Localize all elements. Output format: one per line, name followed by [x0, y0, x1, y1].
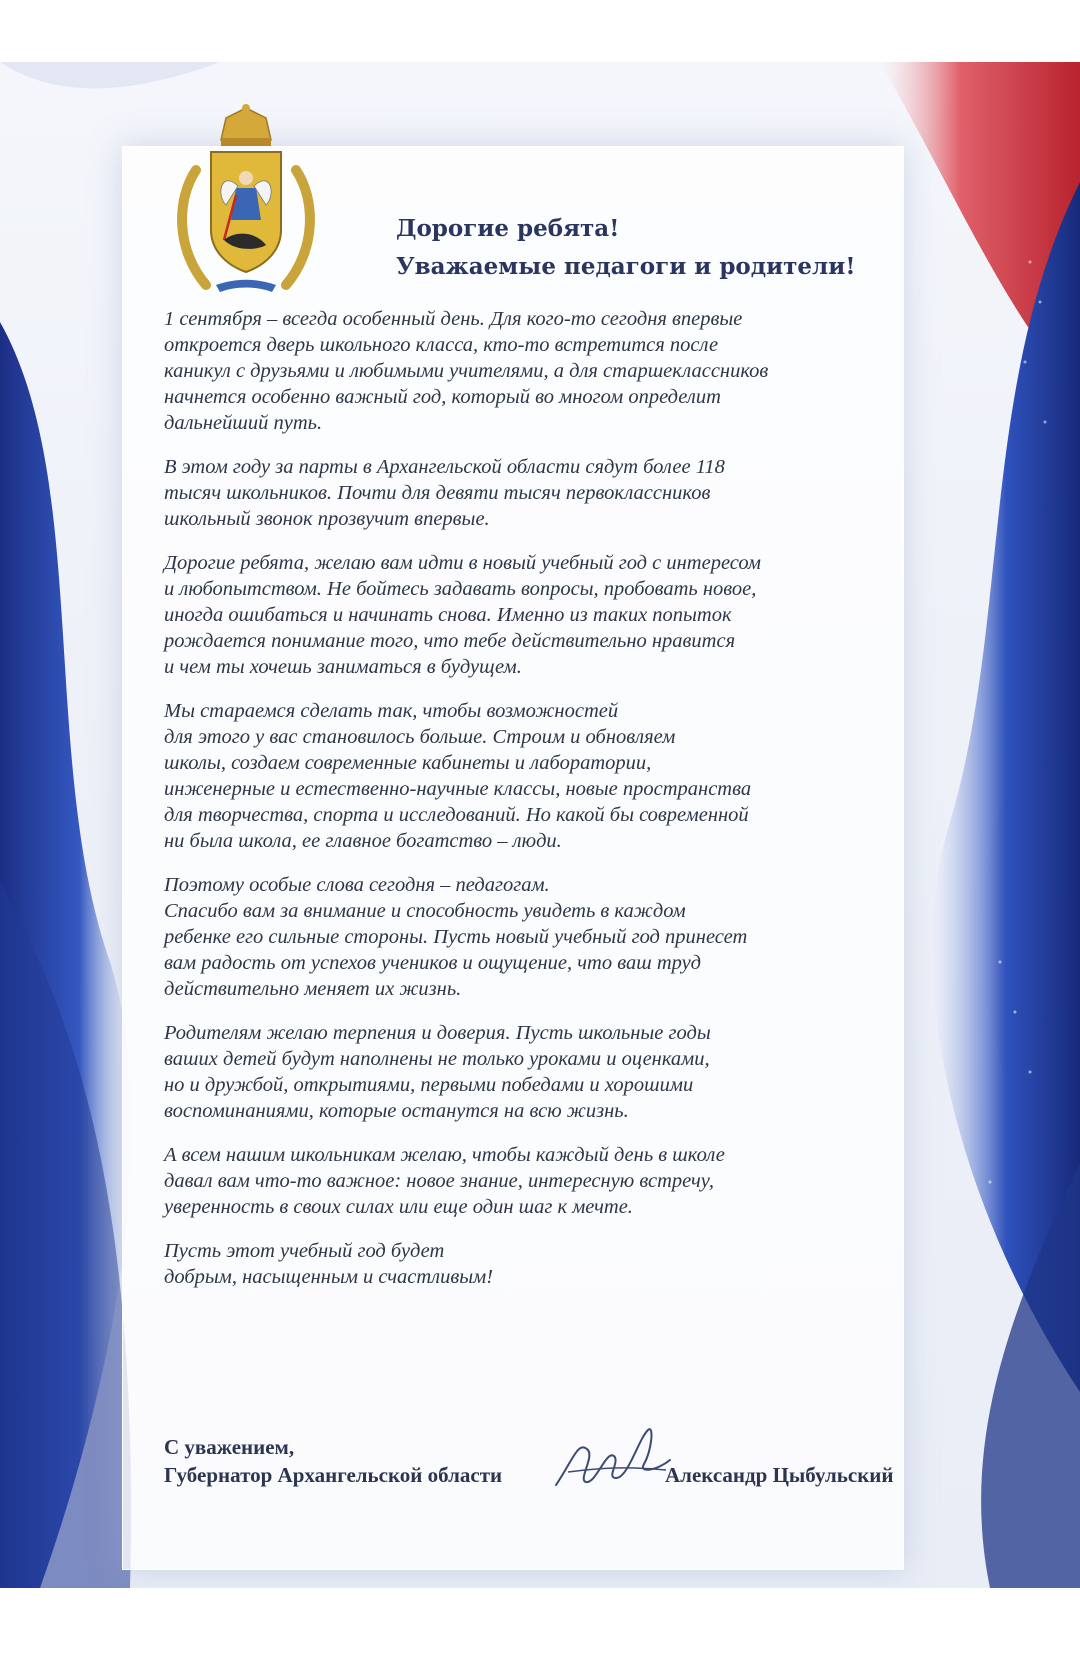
- text-line: тысяч школьников. Почти для девяти тысяч первоклассников: [164, 482, 711, 504]
- text-line: вам радость от успехов учеников и ощущение, что ваш труд: [164, 952, 702, 974]
- signer-position: Губернатор Архангельской области: [164, 1463, 503, 1487]
- text-line: рождается понимание того, что тебе действительно нравится: [164, 630, 736, 652]
- text-line: уверенность в своих силах или еще один шаг к мечте.: [164, 1196, 633, 1218]
- closing-regards: С уважением,: [164, 1435, 295, 1459]
- text-line: Родителям желаю терпения и доверия. Пусть школьные годы: [164, 1022, 711, 1044]
- text-line: давал вам что-то важное: новое знание, интересную встречу,: [164, 1170, 714, 1192]
- text-line: иногда ошибаться и начинать снова. Именно из таких попыток: [164, 604, 732, 626]
- paragraph: [164, 550, 924, 680]
- text-line: начнется особенно важный год, который во многом определит: [164, 386, 721, 408]
- text-line: воспоминаниями, которые останутся на всю жизнь.: [164, 1100, 629, 1122]
- text-line: для этого у вас становилось больше. Строим и обновляем: [164, 726, 676, 748]
- text-line: 1 сентября – всегда особенный день. Для кого-то сегодня впервые: [164, 308, 743, 330]
- text-line: В этом году за парты в Архангельской области сядут более 118: [164, 456, 725, 478]
- text-line: школьный звонок прозвучит впервые.: [164, 508, 490, 530]
- text-line: и любопытством. Не бойтесь задавать вопросы, пробовать новое,: [164, 578, 757, 600]
- text-line: инженерные и естественно-научные классы, новые пространства: [164, 778, 752, 800]
- text-line: Пусть этот учебный год будет: [164, 1240, 445, 1262]
- greeting-line-2: Уважаемые педагоги и родители!: [396, 253, 856, 280]
- text-line: дальнейший путь.: [164, 412, 323, 434]
- greeting-line-1: Дорогие ребята!: [396, 215, 620, 242]
- signature-icon: [548, 1420, 678, 1500]
- text-line: действительно меняет их жизнь.: [164, 978, 462, 1000]
- paragraph: [164, 698, 924, 854]
- text-line: для творчества, спорта и исследований. Но какой бы современной: [164, 804, 749, 826]
- letter-body: [164, 306, 924, 1308]
- text-line: А всем нашим школьникам желаю, чтобы каждый день в школе: [164, 1144, 725, 1166]
- text-line: добрым, насыщенным и счастливым!: [164, 1266, 494, 1288]
- greeting-heading: [396, 210, 855, 286]
- text-line: Дорогие ребята, желаю вам идти в новый учебный год с интересом: [164, 552, 761, 574]
- text-line: и чем ты хочешь заниматься в будущем.: [164, 656, 522, 678]
- text-line: откроется дверь школьного класса, кто-то встретится после: [164, 334, 719, 356]
- text-line: ни была школа, ее главное богатство – люди.: [164, 830, 562, 852]
- text-line: ваших детей будут наполнены не только уроками и оценками,: [164, 1048, 710, 1070]
- text-line: но и дружбой, открытиями, первыми победами и хорошими: [164, 1074, 694, 1096]
- paragraph: [164, 1142, 924, 1220]
- paragraph: [164, 454, 924, 532]
- paragraph: [164, 1238, 924, 1290]
- paragraph: [164, 306, 924, 436]
- signer-name: Александр Цыбульский: [665, 1463, 894, 1487]
- text-line: Мы стараемся сделать так, чтобы возможностей: [164, 700, 619, 722]
- text-line: каникул с друзьями и любимыми учителями, а для старшеклассников: [164, 360, 769, 382]
- text-line: Спасибо вам за внимание и способность увидеть в каждом: [164, 900, 686, 922]
- text-line: Поэтому особые слова сегодня – педагогам.: [164, 874, 550, 896]
- coat-of-arms-icon: [166, 100, 326, 300]
- paragraph: [164, 872, 924, 1002]
- paragraph: [164, 1020, 924, 1124]
- text-line: школы, создаем современные кабинеты и лаборатории,: [164, 752, 652, 774]
- text-line: ребенке его сильные стороны. Пусть новый учебный год принесет: [164, 926, 748, 948]
